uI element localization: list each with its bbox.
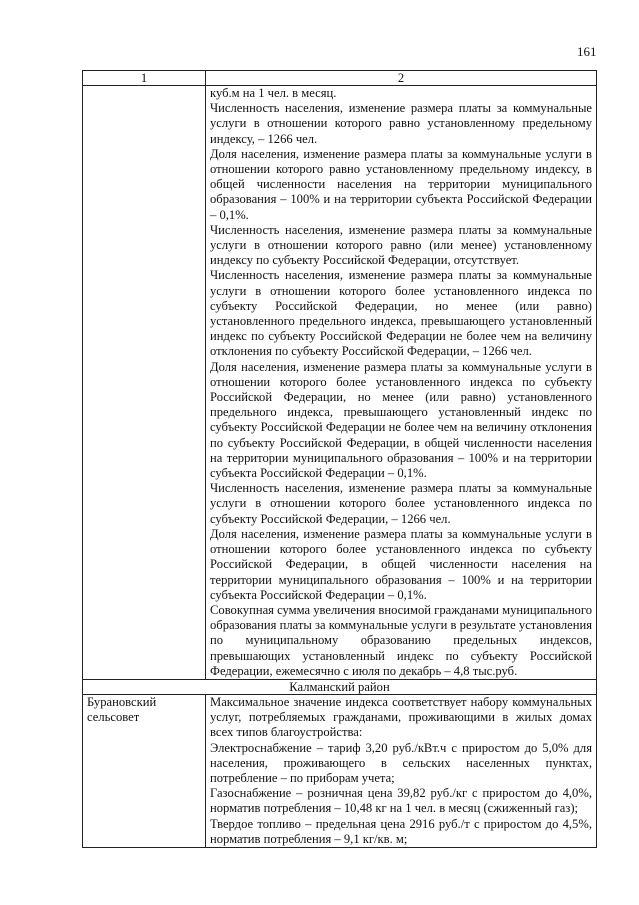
table-row-continued — [83, 86, 597, 680]
paragraph: Совокупная сумма увеличения вносимой гражданами муниципального образования платы за коммунальные услуги в результате установления по муниципальному образованию предельных индексов, превышающих установленный индекс по субъекту Российской Федерации, ежемесячно с июля по декабрь – 4,8 тыс.руб. — [210, 602, 592, 678]
paragraph: Доля населения, изменение размера платы за коммунальные услуги в отношении которого равно установленному предельному индексу, в общей численности населения на территории муниципального образования – 100% и на территории субъекта Российской Федерации – 0,1%. — [210, 146, 592, 222]
municipality-text-cell — [206, 694, 597, 847]
paragraph: Численность населения, изменение размера платы за коммунальные услуги в отношении которого равно (или менее) установленному индексу по субъекту Российской Федерации, отсутствует. — [210, 222, 592, 268]
paragraph: Доля населения, изменение размера платы за коммунальные услуги в отношении которого более установленного индекса по субъекту Российской Федерации, но менее (или равно) установленного предельного индекса, превышающего установленный индекс по субъекту Российской Федерации не более чем на величину отклонения по субъекту Российской Федерации, в общей численности населения на территории муниципального образования – 100% и на территории субъекта Российской Федерации – 0,1%. — [210, 359, 592, 481]
column-header-1: 1 — [83, 71, 206, 86]
continued-text-cell — [206, 86, 597, 680]
paragraph: Численность населения, изменение размера платы за коммунальные услуги в отношении которого более установленного индекса по субъекту Российской Федерации, – 1266 чел. — [210, 481, 592, 526]
page-number: 161 — [577, 44, 597, 59]
paragraph: Численность населения, изменение размера платы за коммунальные услуги в отношении которого равно установленному предельному индексу, – 1266 чел. — [210, 101, 592, 146]
section-row — [83, 679, 597, 694]
paragraph: Газоснабжение – розничная цена 39,82 руб./кг с приростом до 4,0%, норматив потребления – 10,48 кг на 1 чел. в месяц (сжиженный газ); — [210, 786, 592, 816]
section-title: Калманский район — [83, 679, 597, 694]
paragraph: куб.м на 1 чел. в месяц. — [210, 86, 337, 100]
table-header-row — [83, 71, 597, 86]
table-row-municipality — [83, 694, 597, 847]
paragraph: Твердое топливо – предельная цена 2916 руб./т с приростом до 4,5%, норматив потребления – 9,1 кг/кв. м; — [210, 816, 592, 846]
municipality-name: Бурановский сельсовет — [83, 694, 206, 847]
paragraph: Максимальное значение индекса соответствует набору коммунальных услуг, потребляемых гражданами, проживающими в жилых домах всех типов благоустройства: — [210, 694, 592, 740]
document-table — [82, 70, 597, 848]
paragraph: Доля населения, изменение размера платы за коммунальные услуги в отношении которого более установленного индекса по субъекту Российской Федерации, в общей численности населения на территории муниципального образования – 100% и на территории субъекта Российской Федерации – 0,1%. — [210, 526, 592, 602]
paragraph: Численность населения, изменение размера платы за коммунальные услуги в отношении которого более установленного индекса по субъекту Российской Федерации, но менее (или равно) установленного предельного индекса, превышающего установленный индекс по субъекту Российской Федерации не более чем на величину отклонения по субъекту Российской Федерации, – 1266 чел. — [210, 268, 592, 359]
column-header-2: 2 — [206, 71, 597, 86]
paragraph: Электроснабжение – тариф 3,20 руб./кВт.ч с приростом до 5,0% для населения, проживающего в сельских населенных пунктах, потребление – по приборам учета; — [210, 740, 592, 785]
empty-cell — [83, 86, 206, 680]
